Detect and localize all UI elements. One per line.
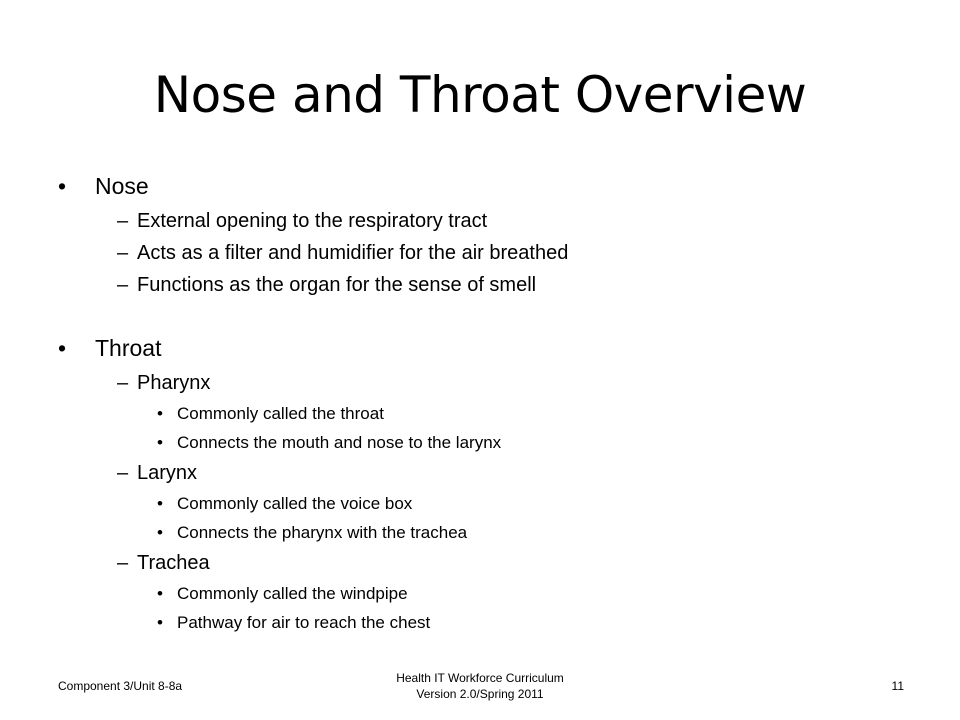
sub-item-text: Larynx: [137, 462, 198, 484]
detail-item: [58, 428, 918, 457]
sub-item-text: Functions as the organ for the sense of smell: [137, 274, 537, 296]
footer-curriculum-title: Health IT Workforce Curriculum: [396, 671, 564, 685]
footer-version: Version 2.0/Spring 2011: [416, 687, 544, 701]
sub-item: [58, 269, 918, 301]
bullet-marker: •: [157, 433, 163, 452]
sub-item-larynx: [58, 457, 918, 489]
sub-item-trachea: [58, 547, 918, 579]
sub-item-text: Pharynx: [137, 372, 211, 394]
bullet-label: Nose: [95, 173, 149, 199]
detail-item: [58, 518, 918, 547]
dash-marker: –: [117, 242, 129, 264]
bullet-item-throat: [58, 329, 918, 367]
detail-item-text: Commonly called the throat: [177, 404, 384, 423]
detail-item-text: Connects the mouth and nose to the larynx: [177, 433, 502, 452]
dash-marker: –: [117, 274, 129, 296]
detail-item-text: Pathway for air to reach the chest: [177, 613, 431, 632]
bullet-marker: •: [157, 494, 163, 513]
slide-title: Nose and Throat Overview: [153, 66, 807, 124]
sub-item: [58, 237, 918, 269]
detail-item: [58, 608, 918, 637]
bullet-marker: •: [58, 335, 67, 361]
sub-item-text: Acts as a filter and humidifier for the air breathed: [137, 242, 569, 264]
sub-item: [58, 205, 918, 237]
detail-item: [58, 489, 918, 518]
sub-item-text: Trachea: [137, 552, 210, 574]
detail-item-text: Commonly called the voice box: [177, 494, 413, 513]
footer-curriculum: [330, 670, 630, 702]
footer-component-label: Component 3/Unit 8-8a: [58, 679, 183, 693]
dash-marker: –: [117, 462, 129, 484]
sub-item-pharynx: [58, 367, 918, 399]
bullet-marker: •: [157, 613, 163, 632]
bullet-marker: •: [58, 173, 67, 199]
bullet-marker: •: [157, 584, 163, 603]
detail-item: [58, 579, 918, 608]
bullet-item-nose: [58, 167, 918, 205]
spacer: [58, 301, 918, 329]
dash-marker: –: [117, 372, 129, 394]
bullet-marker: •: [157, 404, 163, 423]
slide-content: [58, 167, 918, 637]
sub-item-text: External opening to the respiratory tract: [137, 210, 488, 232]
detail-item: [58, 399, 918, 428]
page-number: 11: [891, 679, 904, 693]
bullet-marker: •: [157, 523, 163, 542]
bullet-label: Throat: [95, 335, 162, 361]
dash-marker: –: [117, 552, 129, 574]
detail-item-text: Commonly called the windpipe: [177, 584, 408, 603]
dash-marker: –: [117, 210, 129, 232]
detail-item-text: Connects the pharynx with the trachea: [177, 523, 468, 542]
